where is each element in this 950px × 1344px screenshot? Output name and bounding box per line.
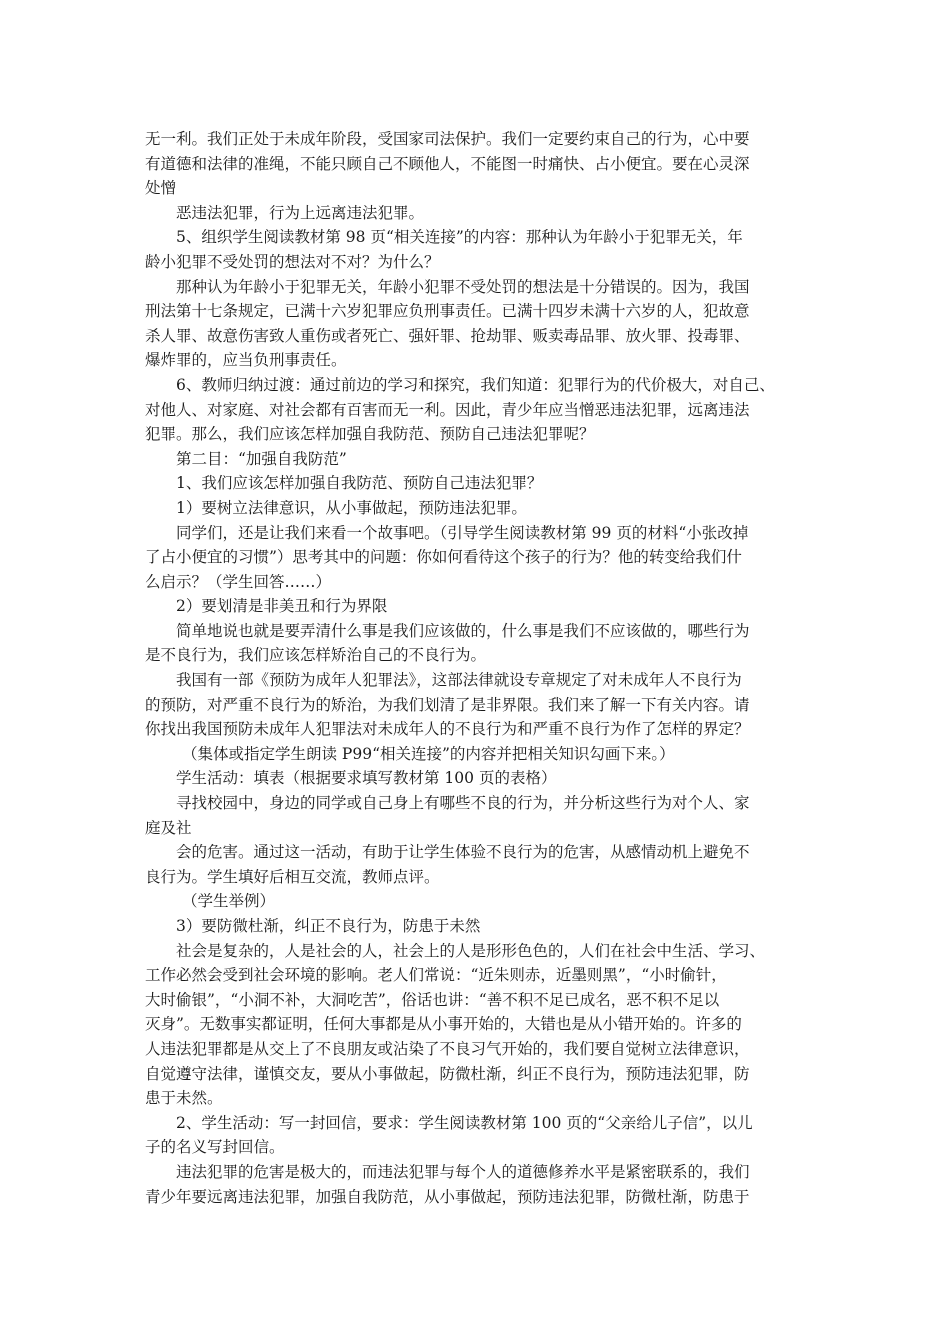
text-line: 人违法犯罪都是从交上了不良朋友或沾染了不良习气开始的，我们要自觉树立法律意识，	[145, 1039, 750, 1058]
text-line: 无一利。我们正处于未成年阶段，受国家司法保护。我们一定要约束自己的行为，心中要	[145, 130, 750, 148]
text-line: 3）要防微杜渐，纠正不良行为，防患于未然	[176, 917, 481, 935]
text-line: 杀人罪、故意伤害致人重伤或者死亡、强奸罪、抢劫罪、贩卖毒品罪、放火罪、投毒罪、	[145, 326, 750, 345]
text-line: 学生活动：填表（根据要求填写教材第 100 页的表格）	[176, 769, 557, 788]
text-line: 5、组织学生阅读教材第 98 页“相关连接”的内容：那种认为年龄小于犯罪无关，年	[176, 228, 743, 247]
text-line: （学生举例）	[182, 892, 276, 911]
text-line: （集体或指定学生朗读 P99“相关连接”的内容并把相关知识勾画下来。）	[182, 744, 675, 763]
text-line: 刑法第十七条规定，已满十六岁犯罪应负刑事责任。已满十四岁未满十六岁的人，犯故意	[145, 302, 750, 321]
text-line: 庭及社	[145, 818, 192, 837]
text-line: 大时偷银”，“小洞不补，大洞吃苦”，俗话也讲：“善不积不足已成名，恶不积不足以	[145, 990, 720, 1009]
text-line: 2、学生活动：写一封回信，要求：学生阅读教材第 100 页的“父亲给儿子信”，以儿	[176, 1113, 753, 1132]
document-page	[145, 127, 807, 1209]
text-line: 工作必然会受到社会环境的影响。老人们常说：“近朱则赤，近墨则黑”，“小时偷针，	[145, 966, 727, 985]
text-line: 简单地说也就是要弄清什么事是我们应该做的，什么事是我们不应该做的，哪些行为	[176, 621, 750, 640]
text-line: 同学们，还是让我们来看一个故事吧。（引导学生阅读教材第 99 页的材料“小张改掉	[176, 523, 749, 542]
text-line: 龄小犯罪不受处罚的想法对不对？为什么？	[145, 252, 440, 271]
text-line: 恶违法犯罪，行为上远离违法犯罪。	[176, 203, 425, 222]
text-line: 灭身”。无数事实都证明，任何大事都是从小事开始的，大错也是从小错开始的。许多的	[145, 1015, 742, 1034]
text-line: 那种认为年龄小于犯罪无关，年龄小犯罪不受处罚的想法是十分错误的。因为，我国	[176, 277, 750, 296]
text-line: 的预防，对严重不良行为的矫治，为我们划清了是非界限。我们来了解一下有关内容。请	[145, 695, 750, 714]
text-line: 青少年要远离违法犯罪，加强自我防范，从小事做起，预防违法犯罪，防微杜渐，防患于	[145, 1187, 750, 1206]
text-line: 爆炸罪的，应当负刑事责任。	[145, 351, 347, 370]
text-line: 1）要树立法律意识，从小事做起，预防违法犯罪。	[176, 498, 527, 517]
text-line: 子的名义写封回信。	[145, 1138, 285, 1157]
text-line: 么启示？（学生回答……）	[145, 572, 332, 591]
text-line: 处憎	[145, 179, 177, 198]
text-line: 1、我们应该怎样加强自我防范、预防自己违法犯罪？	[176, 474, 543, 493]
text-line: 违法犯罪的危害是极大的，而违法犯罪与每个人的道德修养水平是紧密联系的，我们	[176, 1162, 750, 1181]
text-line: 6、教师归纳过渡：通过前边的学习和探究，我们知道：犯罪行为的代价极大，对自己、	[176, 375, 775, 394]
text-line: 自觉遵守法律，谨慎交友，要从小事做起，防微杜渐，纠正不良行为，预防违法犯罪，防	[145, 1064, 750, 1083]
text-line: 了占小便宜的习惯”）思考其中的问题：你如何看待这个孩子的行为？他的转变给我们什	[145, 548, 742, 567]
text-line: 是不良行为，我们应该怎样矫治自己的不良行为。	[145, 646, 487, 665]
text-line: 2）要划清是非美丑和行为界限	[176, 597, 388, 616]
text-line: 有道德和法律的准绳，不能只顾自己不顾他人，不能图一时痛快、占小便宜。要在心灵深	[145, 154, 750, 173]
text-line: 我国有一部《预防为成年人犯罪法》，这部法律就设专章规定了对未成年人不良行为	[176, 671, 742, 690]
text-line: 你找出我国预防未成年人犯罪法对未成年人的不良行为和严重不良行为作了怎样的界定？	[145, 720, 750, 739]
text-line: 患于未然。	[145, 1089, 223, 1108]
text-line: 社会是复杂的，人是社会的人，社会上的人是形形色色的，人们在社会中生活、学习、	[176, 941, 766, 960]
text-line: 第二目：“加强自我防范”	[176, 449, 347, 468]
text-line: 寻找校园中，身边的同学或自己身上有哪些不良的行为，并分析这些行为对个人、家	[176, 794, 750, 813]
text-line: 犯罪。那么，我们应该怎样加强自我防范、预防自己违法犯罪呢？	[145, 425, 595, 444]
text-line: 良行为。学生填好后相互交流，教师点评。	[145, 867, 440, 886]
text-line: 对他人、对家庭、对社会都有百害而无一利。因此，青少年应当憎恶违法犯罪，远离违法	[145, 400, 750, 419]
text-line: 会的危害。通过这一活动，有助于让学生体验不良行为的危害，从感情动机上避免不	[176, 843, 750, 862]
